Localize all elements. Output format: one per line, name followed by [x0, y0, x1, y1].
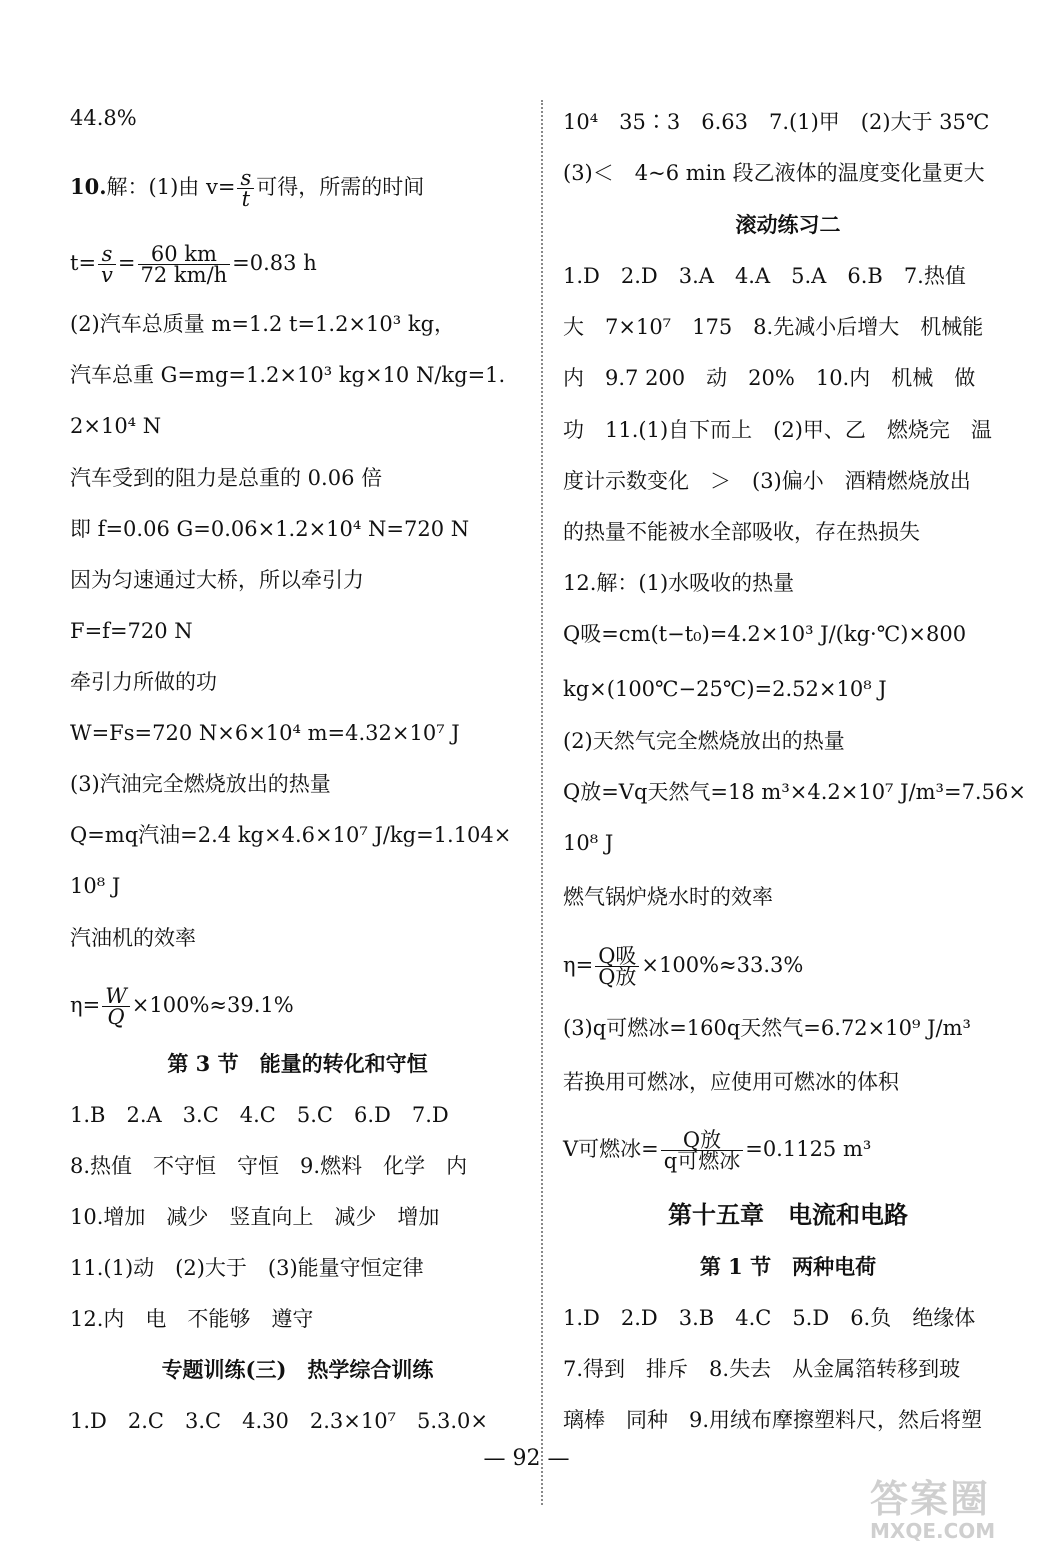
- answer-line: 的热量不能被水全部吸收，存在热损失: [563, 520, 920, 544]
- answer-line: 度计示数变化 ＞ (3)偏小 酒精燃烧放出: [563, 469, 971, 493]
- answer-line: 7.得到 排斥 8.失去 从金属箔转移到玻: [563, 1357, 961, 1381]
- formula-line: Q吸=cm(t−t₀)=4.2×10³ J/(kg·℃)×800: [563, 622, 967, 646]
- answer-line: 8.热值 不守恒 守恒 9.燃料 化学 内: [70, 1154, 468, 1178]
- answer-line: 若换用可燃冰，应使用可燃冰的体积: [563, 1070, 899, 1094]
- answer-line: 10⁴ 35∶3 6.63 7.(1)甲 (2)大于 35℃: [563, 110, 990, 134]
- fraction-distance-over-speed: $\frac{60 km}{72 km/h}$: [138, 244, 231, 285]
- text-line: W=Fs=720 N×6×10⁴ m=4.32×10⁷ J: [70, 721, 460, 745]
- fraction-w-over-q: $\frac{W}{Q}$: [102, 986, 130, 1027]
- answer-line: 1.D 2.D 3.A 4.A 5.A 6.B 7.热值: [563, 264, 966, 288]
- text-line: 牵引力所做的功: [70, 670, 217, 694]
- answer-line: 12.解：(1)水吸收的热量: [563, 571, 795, 595]
- fraction-qabs-over-qrel: $\frac{\text{Q吸}}{\text{Q放}}$: [595, 946, 639, 987]
- section-heading: 第 1 节 两种电荷: [699, 1254, 877, 1279]
- fraction-qrel-over-qice: $\frac{\text{Q放}}{\text{q可燃冰}}$: [661, 1130, 743, 1171]
- watermark-site-text: MXQE.COM: [870, 1519, 996, 1543]
- answer-line: 功 11.(1)自下而上 (2)甲、乙 燃烧完 温: [563, 418, 992, 442]
- text-line: (3)汽油完全燃烧放出的热量: [70, 772, 331, 796]
- q10-intro: [70, 168, 424, 209]
- section-heading: 滚动练习二: [735, 212, 841, 237]
- answer-line: 内 9.7 200 动 20% 10.内 机械 做: [563, 366, 976, 390]
- text-line: 因为匀速通过大桥，所以牵引力: [70, 568, 364, 592]
- watermark-logo-text: 答案圈: [870, 1477, 991, 1521]
- answer-line: 璃棒 同种 9.用绒布摩擦塑料尺，然后将塑: [563, 1408, 983, 1432]
- page-number: — 92 —: [483, 1446, 570, 1471]
- text-line: Q=mq汽油=2.4 kg×4.6×10⁷ J/kg=1.104×: [70, 823, 512, 847]
- answer-line: 12.内 电 不能够 遵守: [70, 1307, 314, 1331]
- fraction-s-over-v: $\frac{s}{v}$: [98, 244, 116, 285]
- formula-line: Q放=Vq天然气=18 m³×4.2×10⁷ J/m³=7.56×: [563, 780, 1026, 804]
- formula-line: kg×(100℃−25℃)=2.52×10⁸ J: [563, 677, 887, 701]
- column-divider: [541, 100, 543, 1505]
- text-line: 10⁸ J: [70, 874, 121, 898]
- text-line: 即 f=0.06 G=0.06×1.2×10⁴ N=720 N: [70, 517, 470, 541]
- fraction-s-over-t: $\frac{s}{t}$: [237, 168, 254, 209]
- answer-line: 1.B 2.A 3.C 4.C 5.C 6.D 7.D: [70, 1103, 449, 1127]
- text-part: 解：(1)由 v=: [106, 175, 236, 199]
- answer-line: 1.D 2.D 3.B 4.C 5.D 6.负 绝缘体: [563, 1306, 976, 1330]
- formula-boiler-efficiency: η= $\frac{\text{Q吸}}{\text{Q放}}$ ×100%≈33.3%: [563, 944, 804, 989]
- text-line: 2×10⁴ N: [70, 414, 162, 438]
- text-line: 汽车受到的阻力是总重的 0.06 倍: [70, 466, 383, 490]
- text-line: 44.8%: [70, 106, 137, 130]
- answer-line: (3)＜ 4~6 min 段乙液体的温度变化量更大: [563, 161, 985, 185]
- text-line: 汽油机的效率: [70, 926, 196, 950]
- chapter-heading: 第十五章 电流和电路: [668, 1200, 908, 1229]
- text-part: 可得，所需的时间: [256, 175, 425, 199]
- watermark-logo: [870, 1468, 1020, 1543]
- text-line: 汽车总重 G=mg=1.2×10³ kg×10 N/kg=1.: [70, 363, 506, 387]
- question-number: 10.: [70, 174, 107, 199]
- formula-line: 10⁸ J: [563, 831, 614, 855]
- answer-line: 燃气锅炉烧水时的效率: [563, 885, 773, 909]
- answer-line: 11.(1)动 (2)大于 (3)能量守恒定律: [70, 1256, 424, 1280]
- formula-efficiency: η= $\frac{W}{Q}$ ×100%≈39.1%: [70, 984, 294, 1029]
- section-heading: 第 3 节 能量的转化和守恒: [167, 1051, 428, 1076]
- answer-line: 大 7×10⁷ 175 8.先减小后增大 机械能: [563, 315, 984, 339]
- formula-volume: V可燃冰= $\frac{\text{Q放}}{\text{q可燃冰}}$ =0.1125 m³: [563, 1128, 872, 1173]
- answer-line: (2)天然气完全燃烧放出的热量: [563, 729, 845, 753]
- text-line: F=f=720 N: [70, 619, 193, 643]
- answer-line: 1.D 2.C 3.C 4.30 2.3×10⁷ 5.3.0×: [70, 1409, 489, 1433]
- answer-line: 10.增加 减少 竖直向上 减少 增加: [70, 1205, 440, 1229]
- formula-time: t= $\frac{s}{v}$ = $\frac{60 km}{72 km/h}$ =0.83 h: [70, 242, 317, 287]
- text-line: (2)汽车总质量 m=1.2 t=1.2×10³ kg，: [70, 312, 456, 336]
- section-heading: 专题训练(三) 热学综合训练: [161, 1357, 434, 1382]
- formula-line: (3)q可燃冰=160q天然气=6.72×10⁹ J/m³: [563, 1016, 971, 1040]
